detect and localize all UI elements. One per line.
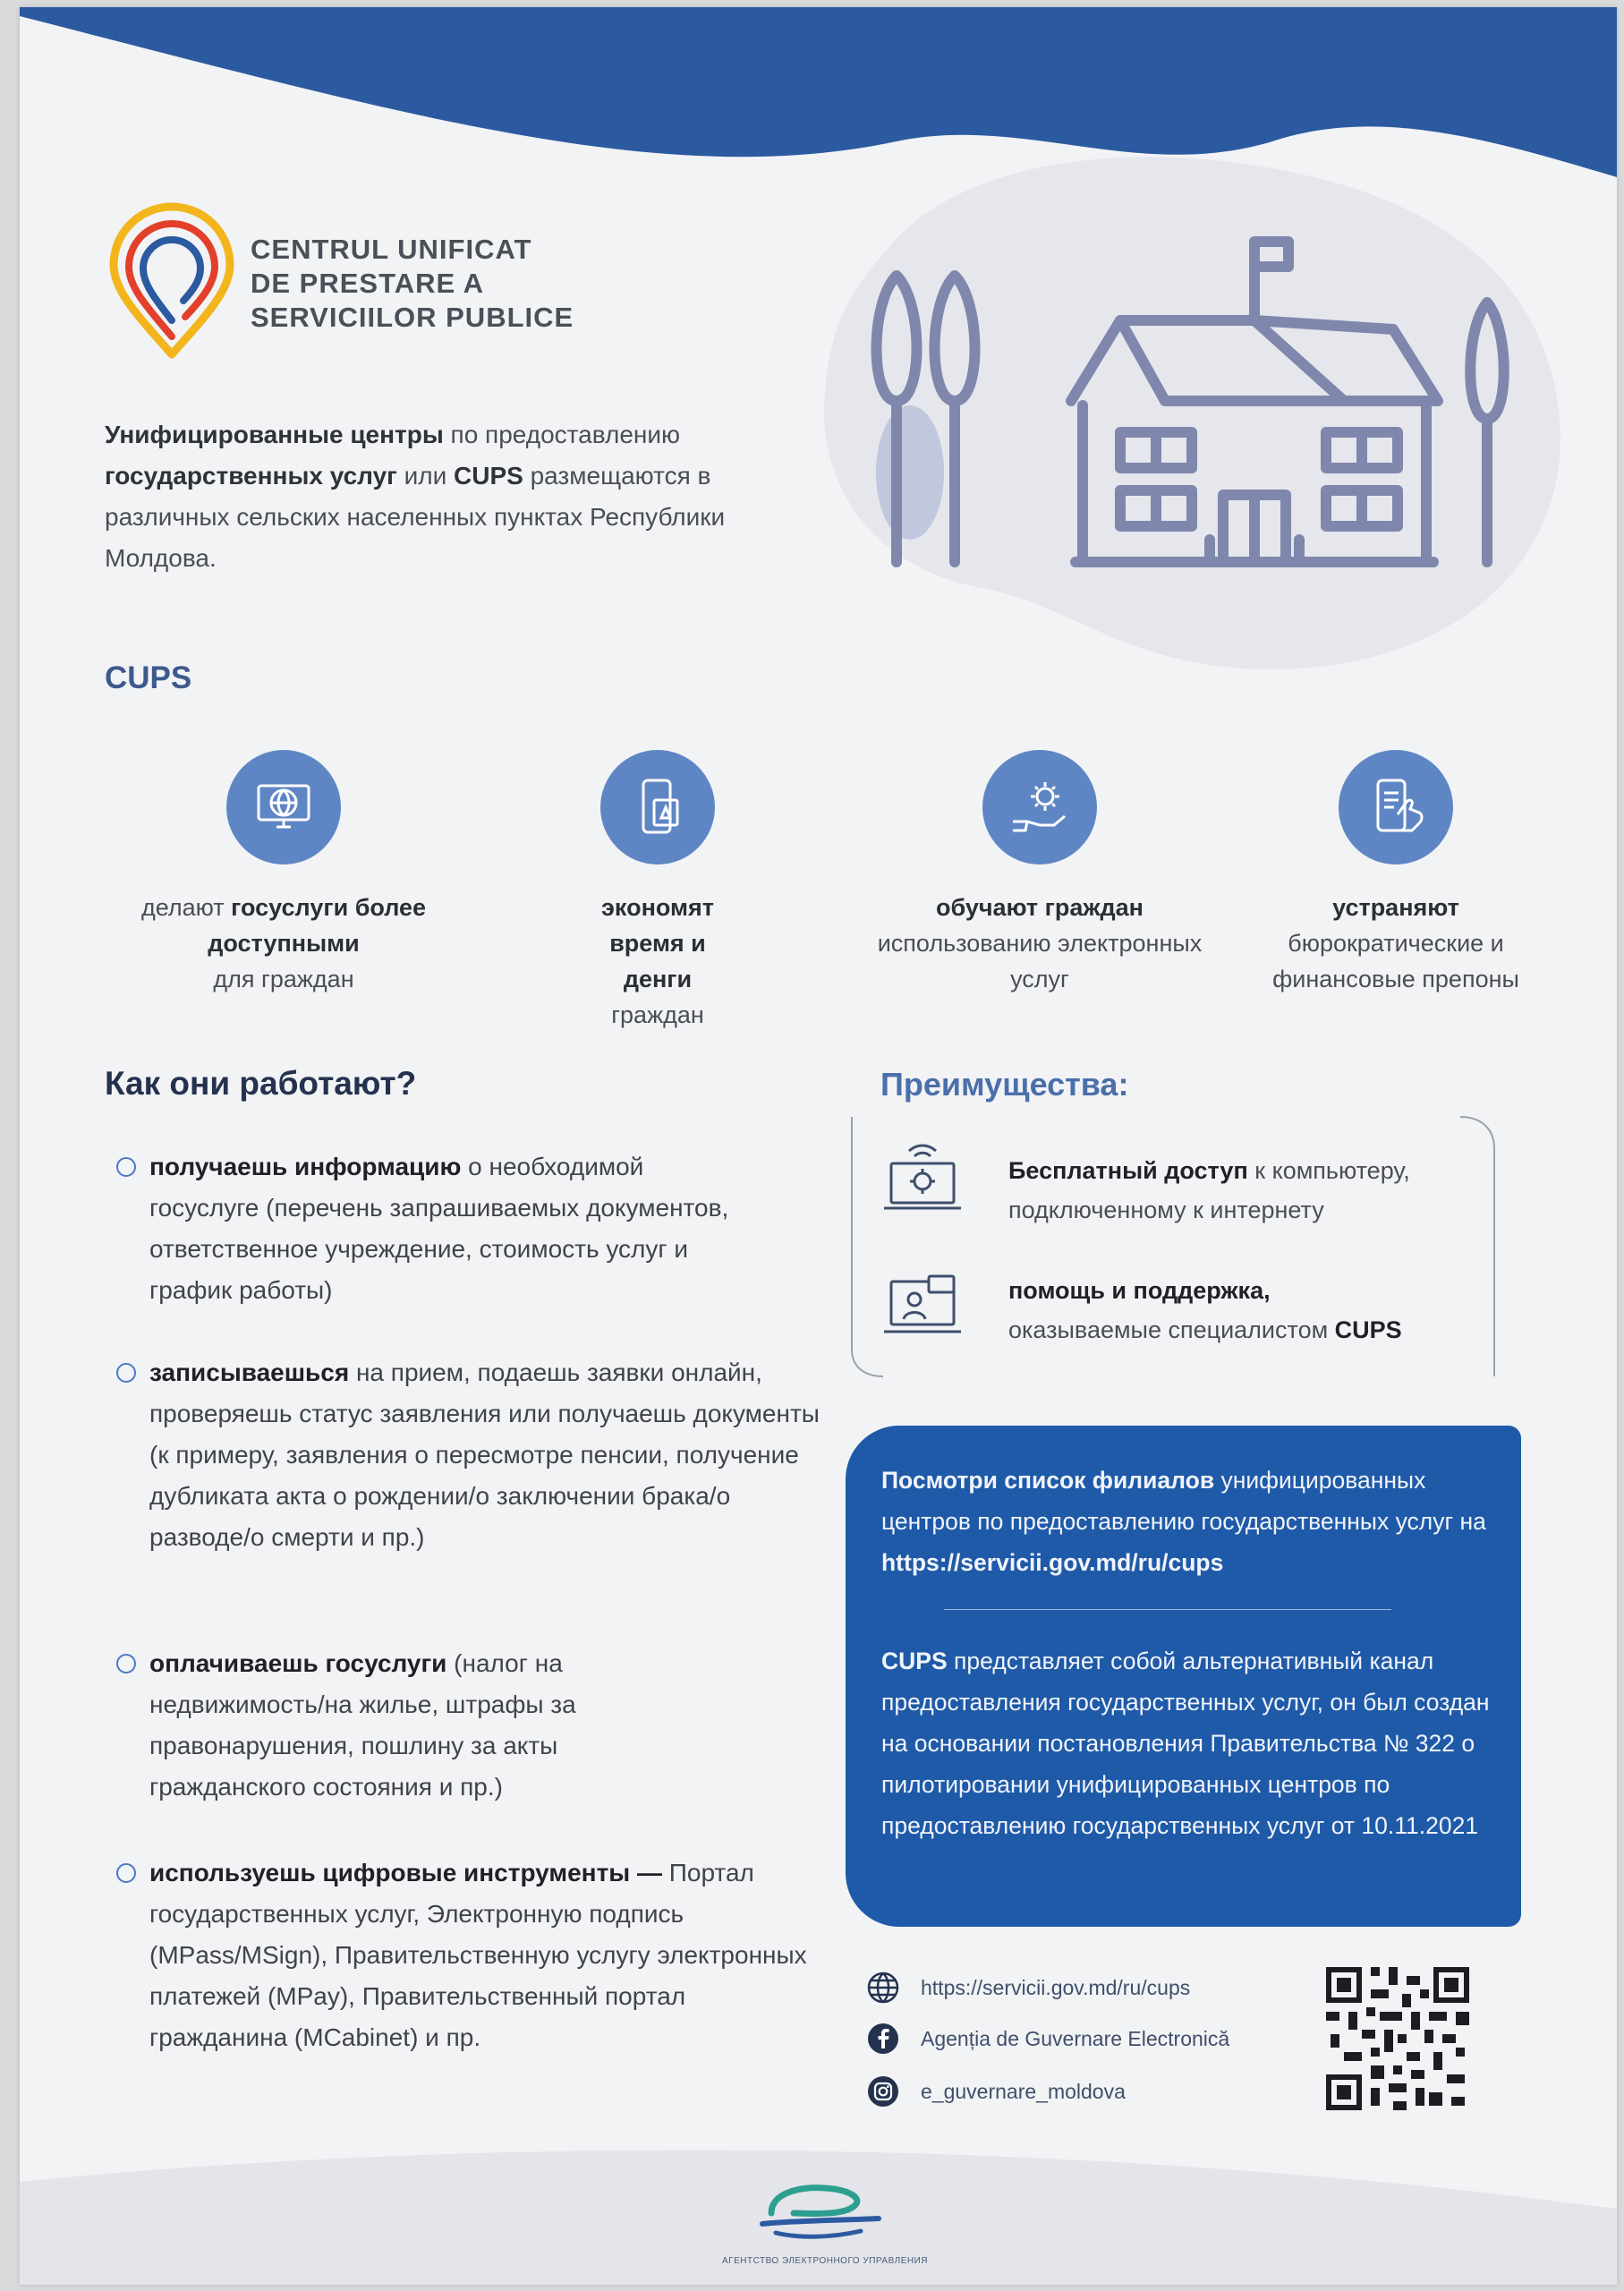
contact-text: https://servicii.gov.md/ru/cups (921, 1975, 1191, 1999)
hand-gear-icon (982, 750, 1097, 864)
advantages-title: Преимущества: (880, 1066, 1129, 1103)
agency-logo-icon (744, 2177, 897, 2249)
intro-paragraph (105, 414, 803, 579)
cups-section-title: CUPS (105, 660, 192, 695)
logo-line-3: SERVICIILOR PUBLICE (251, 302, 574, 333)
step-item: оплачиваешь госуслуги (налог на недвижимость/на жилье, штрафы за правонарушения, пошлину за акты гражданского состояния и пр.) (116, 1643, 832, 1808)
contact-website[interactable] (865, 1970, 1190, 2006)
laptop-gear-icon (879, 1144, 968, 1224)
step-item: записываешься на прием, подаешь заявки онлайн, проверяешь статус заявления или получаешь документы (к примеру, заявления о пересмотре пенсии, получение дубликата акта о рождении/о заключении брака/о разводе/о смерти и пр.) (116, 1352, 832, 1558)
phone-document-icon (600, 750, 715, 864)
logo-text (251, 233, 574, 335)
branch-list-link[interactable]: https://servicii.gov.md/ru/cups (881, 1549, 1224, 1576)
qr-code[interactable] (1322, 1963, 1474, 2115)
intro-bold-2: государственных услуг (105, 462, 397, 490)
intro-text-3: размещаются в различных сельских населенных пунктах Республики Молдова. (105, 462, 726, 572)
phone-touch-icon (1339, 750, 1453, 864)
contact-text: Agenția de Guvernare Electronică (921, 2026, 1230, 2050)
flyer-sheet (20, 7, 1617, 2285)
circle-bullet-icon (116, 1363, 136, 1383)
divider (944, 1609, 1391, 1610)
cups-logo-icon (105, 202, 239, 363)
facebook-icon (865, 2021, 901, 2057)
info-box-paragraph-1: Посмотри список филиалов унифицированных центров по предоставлению государственных услуг на https://servicii.gov.md/ru/cups (881, 1467, 1486, 1576)
house-illustration (861, 222, 1541, 580)
contact-facebook[interactable] (865, 2021, 1229, 2057)
feature-text: устраняют бюрократические и финансовые препоны (1272, 894, 1519, 992)
how-section-title: Как они работают? (105, 1065, 417, 1102)
circle-bullet-icon (116, 1863, 136, 1883)
info-box-paragraph-2: CUPS представляет собой альтернативный канал предоставления государственных услуг, он был создан на основании постановления Правительства № 322 о пилотировании унифицированных центров по предоставлению государственных услуг от 10.11.2021 (881, 1648, 1490, 1839)
feature-text: обучают граждан использованию электронных услуг (877, 894, 1203, 992)
feature-save (488, 750, 828, 1033)
circle-bullet-icon (116, 1157, 136, 1177)
logo-line-2: DE PRESTARE A (251, 268, 485, 299)
intro-bold-1: Унифицированные центры (105, 421, 444, 448)
feature-teach (870, 750, 1210, 997)
globe-monitor-icon (226, 750, 341, 864)
info-box (846, 1426, 1521, 1927)
intro-bold-3: CUPS (454, 462, 523, 490)
step-item: используешь цифровые инструменты — Портал государственных услуг, Электронную подпись (MPass/MSign), Правительственную услугу электронных платежей (MPay), Правительственный портал гражданина (MCabinet) и пр. (116, 1852, 832, 2058)
contact-text: e_guvernare_moldova (921, 2079, 1126, 2103)
step-item: получаешь информацию о необходимой госуслуге (перечень запрашиваемых документов, ответственное учреждение, стоимость услуг и график работы) (116, 1146, 832, 1311)
feature-text: делают госуслуги более доступными для граждан (140, 894, 427, 992)
video-support-icon (879, 1269, 968, 1341)
feature-remove (1226, 750, 1566, 997)
intro-text-2: или (396, 462, 454, 490)
agency-caption: АГЕНТСТВО ЭЛЕКТРОННОГО УПРАВЛЕНИЯ (722, 2256, 928, 2266)
advantage-support: помощь и поддержка, оказываемые специалистом CUPS (1008, 1277, 1402, 1343)
instagram-icon (865, 2074, 901, 2109)
advantage-free-access: Бесплатный доступ к компьютеру, подключенному к интернету (1008, 1157, 1410, 1223)
circle-bullet-icon (116, 1654, 136, 1674)
contact-instagram[interactable] (865, 2074, 1126, 2109)
feature-accessible (114, 750, 454, 997)
logo-line-1: CENTRUL UNIFICAT (251, 234, 532, 265)
intro-text-1: по предоставлению (443, 421, 680, 448)
globe-icon (865, 1970, 901, 2006)
feature-text: экономят время и денги граждан (601, 894, 714, 1028)
